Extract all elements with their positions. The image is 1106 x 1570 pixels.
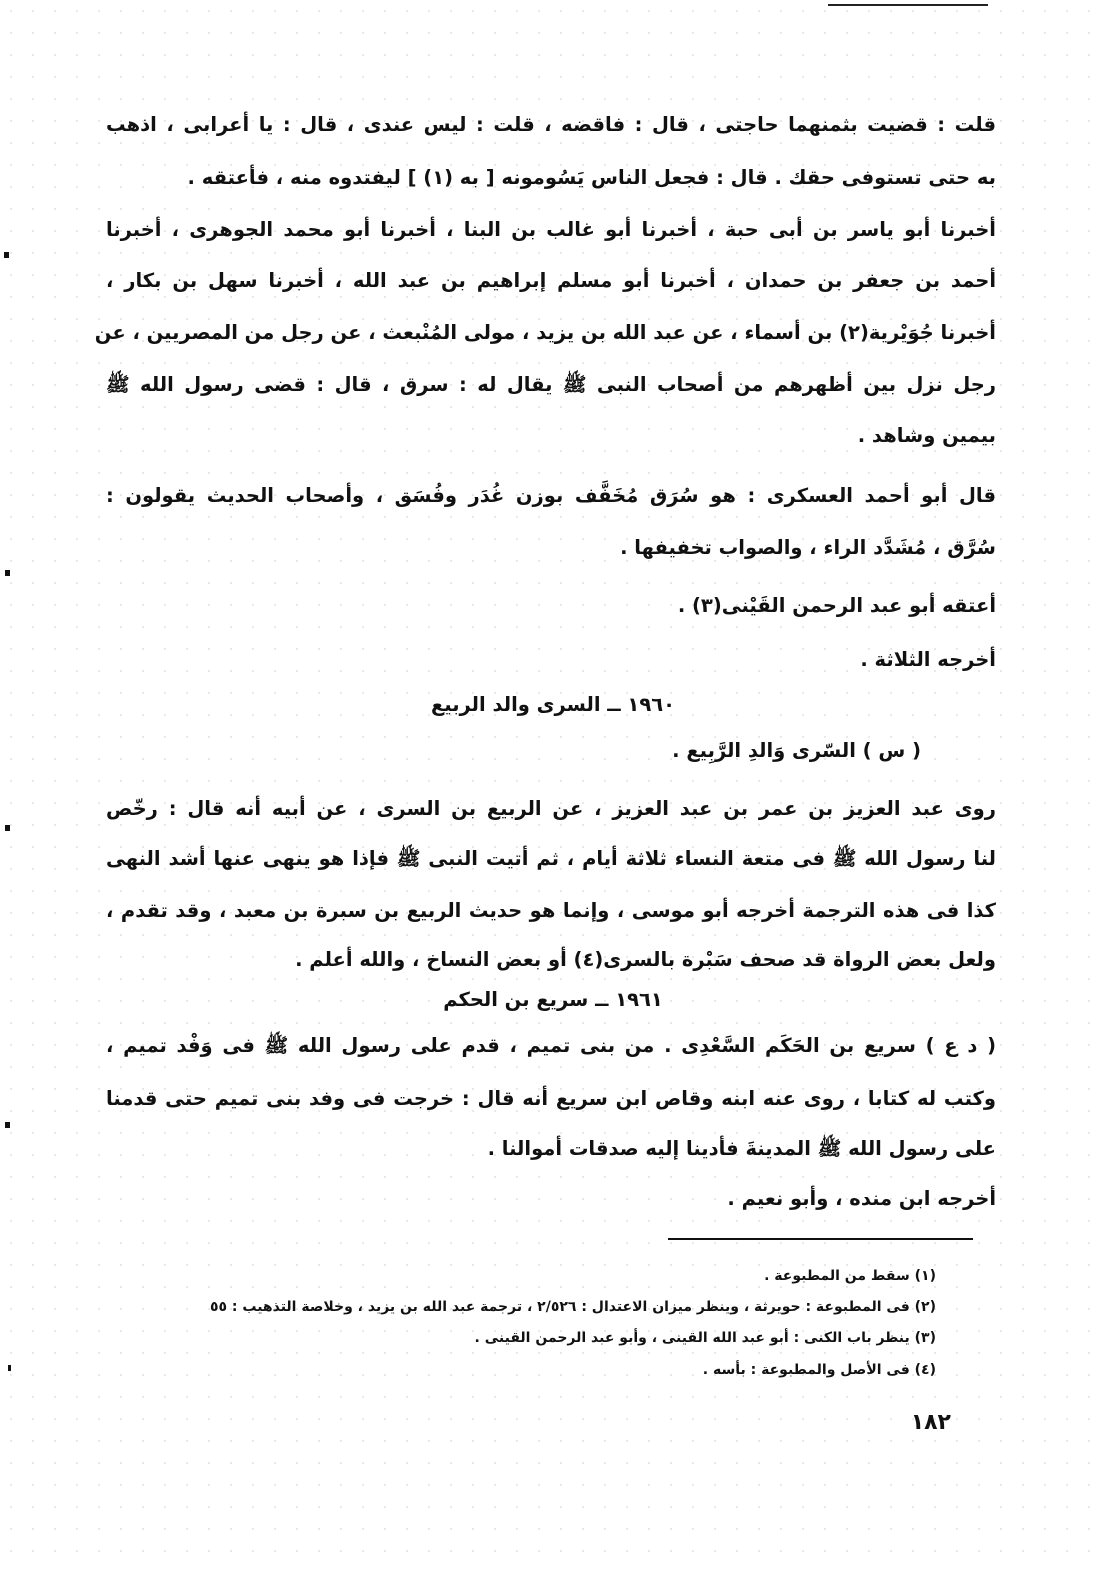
- body-line: وكتب له كتابا ، روى عنه ابنه وقاص ابن سريع أنه قال : خرجت فى وفد بنى تميم حتى قدمنا: [106, 1087, 996, 1110]
- body-line: روى عبد العزيز بن عمر بن عبد العزيز ، عن الربيع بن السرى ، عن أبيه أنه قال : رخّص: [106, 797, 996, 820]
- body-line: أعتقه أبو عبد الرحمن القَيْنى(٣) .: [677, 594, 996, 617]
- body-line: ( د ع ) سريع بن الحَكَم السَّعْدِى . من بنى تميم ، قدم على رسول الله ﷺ فى وَفْد تميم ،: [106, 1034, 996, 1057]
- margin-speck: [4, 252, 9, 258]
- footnote: (٣) ينظر باب الكنى : أبو عبد الله القينى ، وأبو عبد الرحمن القينى .: [474, 1330, 936, 1346]
- body-line: قال أبو أحمد العسكرى : هو سُرَق مُخَفَّف بوزن غُدَر وفُسَق ، وأصحاب الحديث يقولون :: [106, 484, 996, 507]
- body-line: بيمين وشاهد .: [857, 424, 996, 447]
- body-line: أخرجه الثلاثة .: [860, 648, 996, 671]
- margin-speck: [5, 1122, 10, 1128]
- footnote: (١) سقط من المطبوعة .: [764, 1268, 936, 1284]
- top-rule: [828, 4, 988, 6]
- entry-heading-1960: ١٩٦٠ ــ السرى والد الربيع: [430, 693, 676, 716]
- body-line: كذا فى هذه الترجمة أخرجه أبو موسى ، وإنما هو حديث الربيع بن سبرة بن معبد ، وقد تقدم ،: [106, 899, 996, 922]
- body-line: أحمد بن جعفر بن حمدان ، أخبرنا أبو مسلم إبراهيم بن عبد الله ، أخبرنا سهل بن بكار ،: [106, 269, 996, 292]
- margin-speck: [5, 825, 10, 831]
- footnote-rule: [668, 1238, 973, 1240]
- footnote: (٤) فى الأصل والمطبوعة : بأسه .: [702, 1362, 936, 1378]
- margin-speck: [8, 1365, 11, 1371]
- entry-header-line: ( س ) السّرى وَالدِ الرَّبِيع .: [672, 739, 921, 762]
- body-line: قلت : قضيت بثمنهما حاجتى ، قال : فاقضه ، قلت : ليس عندى ، قال : يا أعرابى ، اذهب: [106, 113, 996, 136]
- entry-heading-1961: ١٩٦١ ــ سريع بن الحكم: [443, 988, 663, 1011]
- body-line: به حتى تستوفى حقك . قال : فجعل الناس يَسُومونه [ به (١) ] ليفتدوه منه ، فأعتقه .: [187, 166, 996, 189]
- margin-speck: [5, 570, 10, 576]
- body-line: رجل نزل بين أظهرهم من أصحاب النبى ﷺ يقال له : سرق ، قال : قضى رسول الله ﷺ: [106, 373, 996, 396]
- footnote: (٢) فى المطبوعة : حويرثة ، وينظر ميزان الاعتدال : ٢/٥٢٦ ، ترجمة عبد الله بن يزيد ، وخلاصة التذهيب : ٥٥: [209, 1299, 936, 1315]
- body-line: أخبرنا أبو ياسر بن أبى حبة ، أخبرنا أبو غالب بن البنا ، أخبرنا أبو محمد الجوهرى ، أخبرنا: [106, 218, 996, 241]
- body-line: أخرجه ابن منده ، وأبو نعيم .: [727, 1187, 996, 1210]
- body-line: أخبرنا جُوَيْرية(٢) بن أسماء ، عن عبد الله بن يزيد ، مولى المُنْبعث ، عن رجل من المصريين ، عن: [94, 321, 996, 344]
- body-line: ولعل بعض الرواة قد صحف سَبْرة بالسرى(٤) أو بعض النساخ ، والله أعلم .: [295, 948, 996, 971]
- body-line: لنا رسول الله ﷺ فى متعة النساء ثلاثة أيام ، ثم أتيت النبى ﷺ فإذا هو ينهى عنها أشد النهى: [106, 847, 996, 870]
- body-line: على رسول الله ﷺ المدينةَ فأدينا إليه صدقات أموالنا .: [487, 1137, 996, 1160]
- page-number: ١٨٢: [910, 1410, 951, 1435]
- body-line: سُرَّق ، مُشَدَّد الراء ، والصواب تخفيفها .: [620, 536, 996, 559]
